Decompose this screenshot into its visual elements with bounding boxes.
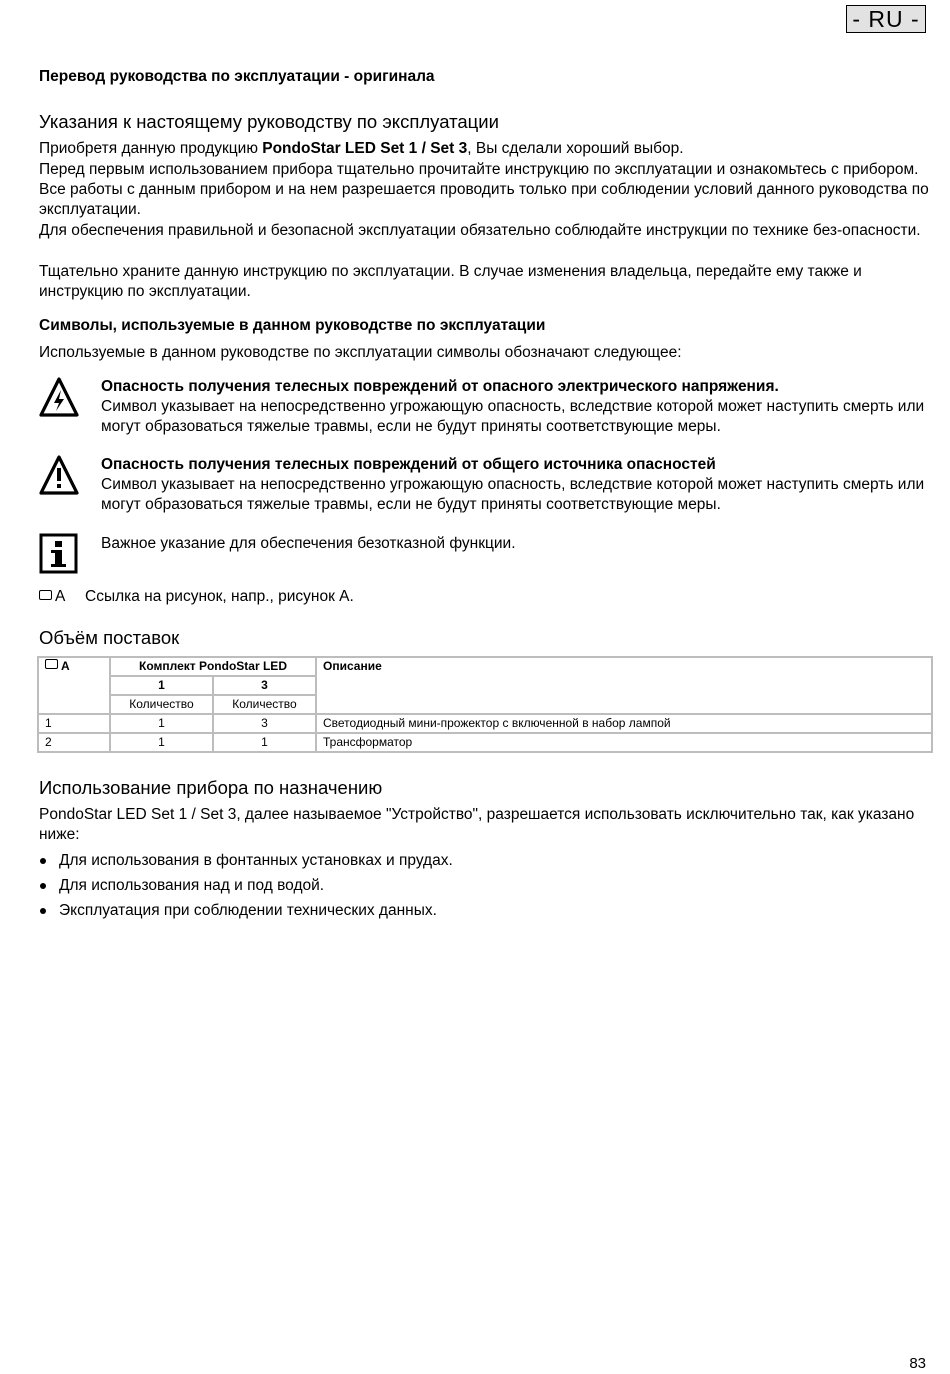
figure-icon (39, 587, 55, 607)
manual-notes-paragraph-1: Перед первым использованием прибора тщательно прочитайте инструкцию по эксплуатации и ознакомьтесь с прибором. Все работы с данным прибором и на нем разрешается проводить только при соблюдении условий данного руководства по эксплуатации. (39, 161, 929, 218)
info-icon (39, 533, 79, 575)
manual-notes-heading: Указания к настоящему руководству по эксплуатации (39, 111, 499, 132)
intended-use-list (39, 848, 929, 923)
table-header-set-3: 3 (213, 676, 316, 695)
table-row (38, 733, 932, 752)
table-cell-position: 1 (38, 714, 110, 733)
scope-heading: Объём поставок (39, 627, 180, 648)
document-title: Перевод руководства по эксплуатации - оригинала (39, 68, 435, 85)
manual-notes-intro (39, 139, 929, 159)
electric-hazard-icon (39, 377, 79, 419)
figure-reference-text: Ссылка на рисунок, напр., рисунок A. (85, 588, 354, 605)
list-item: Для использования над и под водой. (39, 873, 929, 898)
manual-notes-paragraph-2: Для обеспечения правильной и безопасной эксплуатации обязательно соблюдайте инструкции по технике без-опасности. (39, 222, 921, 239)
table-header-figure (38, 657, 110, 714)
table-header-set-1: 1 (110, 676, 213, 695)
general-hazard-text: Символ указывает на непосредственно угрожающую опасность, вследствие которой может наступить смерть или могут образоваться тяжелые травмы, если не будут приняты соответствующие меры. (101, 476, 925, 513)
table-row (38, 714, 932, 733)
table-cell-set3: 1 (213, 733, 316, 752)
table-cell-description: Светодиодный мини-прожектор с включенной в набор лампой (316, 714, 932, 733)
product-name: PondoStar LED Set 1 / Set 3 (262, 140, 468, 157)
manual-notes-paragraph-3: Тщательно храните данную инструкцию по эксплуатации. В случае изменения владельца, передайте ему также и инструкцию по эксплуатации. (39, 263, 862, 300)
symbols-heading: Символы, используемые в данном руководстве по эксплуатации (39, 317, 546, 334)
electric-hazard-text: Символ указывает на непосредственно угрожающую опасность, вследствие которой может наступить смерть или могут образоваться тяжелые травмы, если не будут приняты соответствующие меры. (101, 398, 925, 435)
intended-use-intro: PondoStar LED Set 1 / Set 3, далее называемое "Устройство", разрешается использовать исключительно так, как указано ниже: (39, 806, 915, 843)
figure-icon (45, 659, 61, 673)
general-hazard-title: Опасность получения телесных повреждений от общего источника опасностей (101, 456, 716, 473)
table-header-quantity: Количество (213, 695, 316, 714)
table-cell-set1: 1 (110, 733, 213, 752)
intended-use-heading: Использование прибора по назначению (39, 777, 383, 798)
table-header-description: Описание (316, 657, 932, 714)
list-item: Для использования в фонтанных установках и прудах. (39, 848, 929, 873)
table-header-figure-letter: A (61, 659, 70, 673)
table-cell-set1: 1 (110, 714, 213, 733)
page-number: 83 (909, 1355, 926, 1372)
language-tag: - RU - (846, 5, 926, 33)
table-cell-position: 2 (38, 733, 110, 752)
info-text: Важное указание для обеспечения безотказной функции. (101, 535, 516, 552)
general-hazard-icon (39, 455, 79, 497)
scope-table (37, 656, 933, 753)
symbols-intro: Используемые в данном руководстве по эксплуатации символы обозначают следующее: (39, 344, 682, 361)
list-item: Эксплуатация при соблюдении технических данных. (39, 898, 929, 923)
table-cell-description: Трансформатор (316, 733, 932, 752)
table-header-set: Комплект PondoStar LED (110, 657, 316, 676)
table-header-quantity: Количество (110, 695, 213, 714)
figure-reference (39, 587, 354, 607)
intro-post: , Вы сделали хороший выбор. (467, 140, 684, 157)
intro-pre: Приобретя данную продукцию (39, 140, 263, 157)
electric-hazard-title: Опасность получения телесных повреждений от опасного электрического напряжения. (101, 378, 779, 395)
figure-reference-letter: A (55, 588, 66, 605)
table-cell-set3: 3 (213, 714, 316, 733)
